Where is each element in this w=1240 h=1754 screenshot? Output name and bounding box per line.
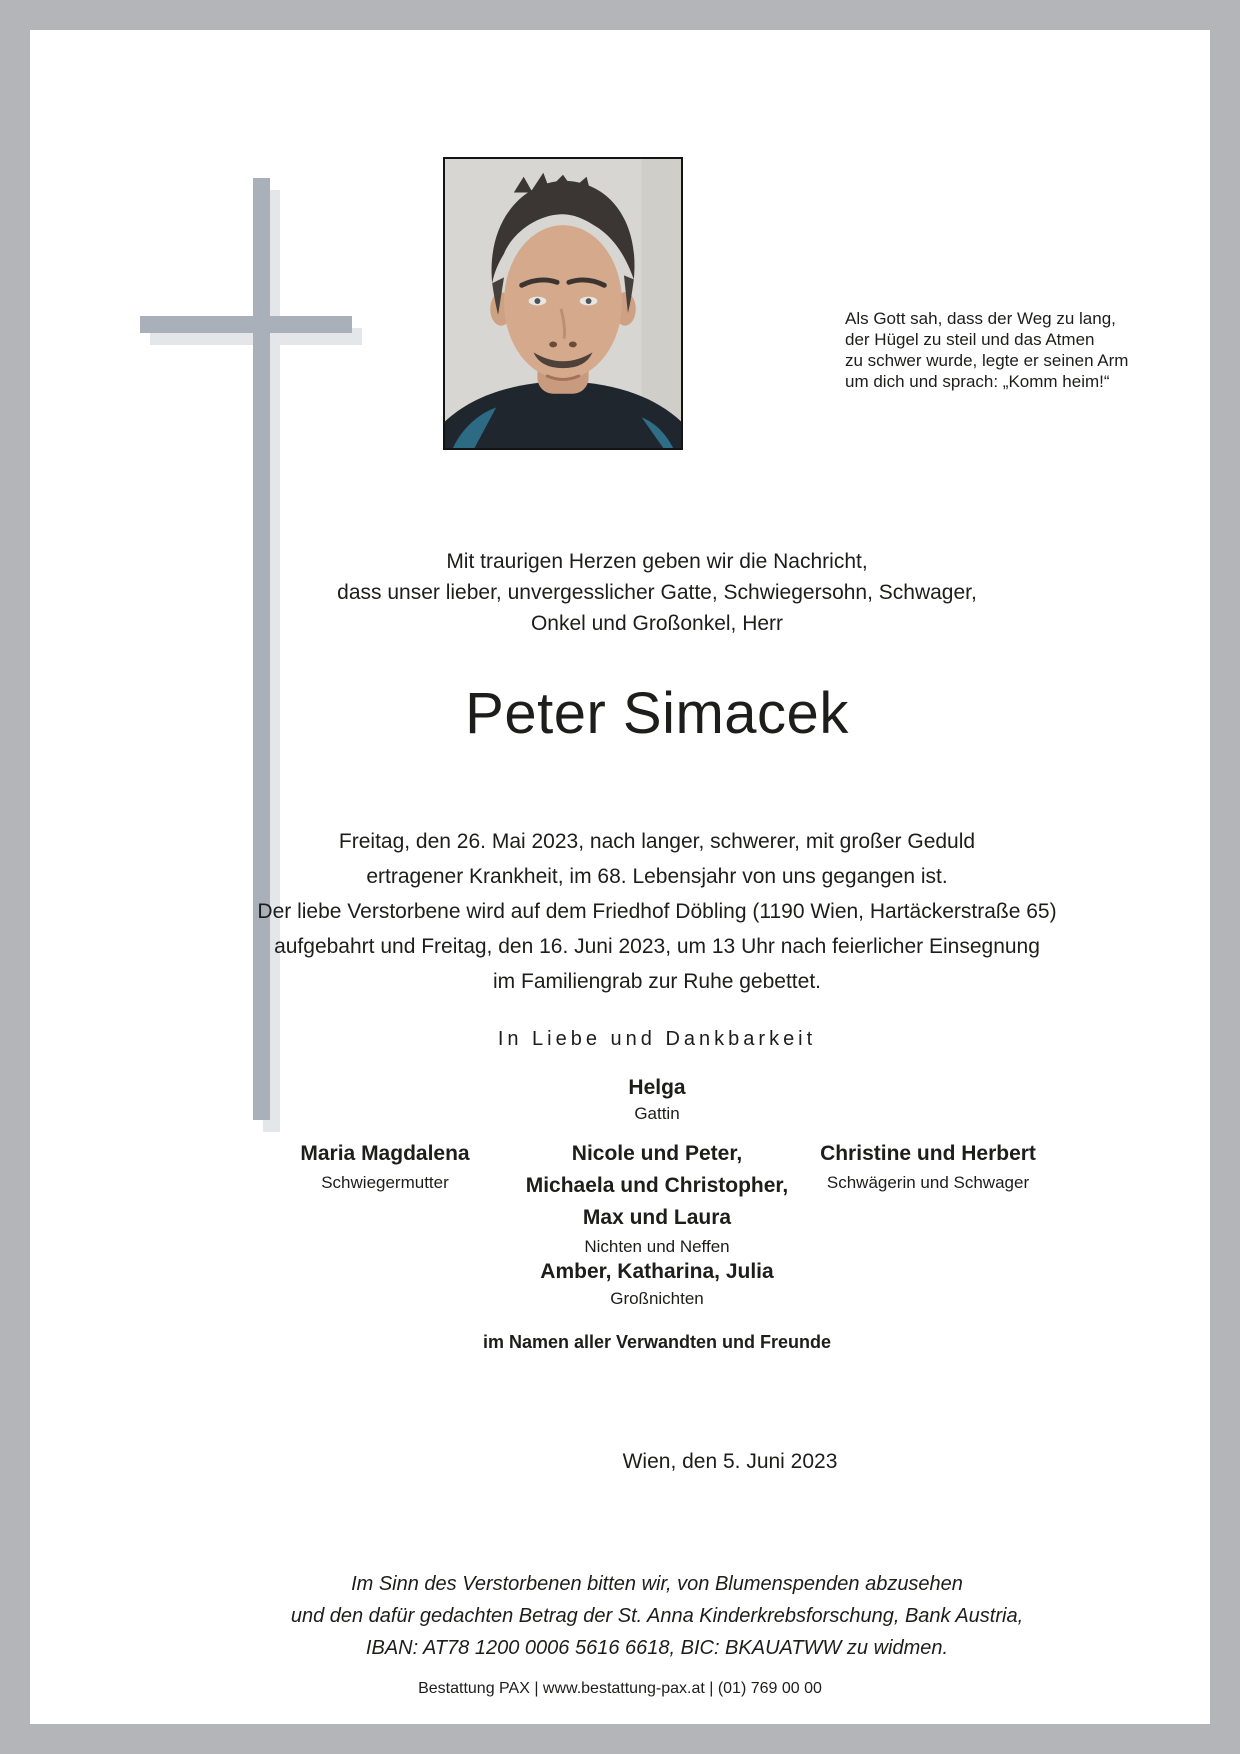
mourner-column-left	[235, 1138, 535, 1193]
mourner-grandnieces	[250, 1260, 1064, 1309]
mourner-relation: Großnichten	[610, 1289, 704, 1308]
quote-line: zu schwer wurde, legte er seinen Arm	[845, 351, 1129, 370]
mourner-column-middle	[507, 1138, 807, 1257]
portrait-photo	[443, 157, 683, 450]
mourner-relation: Schwägerin und Schwager	[826, 1173, 1030, 1192]
announcement-line: dass unser lieber, unvergesslicher Gatte, Schwiegersohn, Schwager,	[337, 581, 977, 604]
mourner-names: Nicole und Peter,	[571, 1142, 743, 1165]
announcement-line: Mit traurigen Herzen geben wir die Nachricht,	[446, 550, 868, 573]
quote-line: um dich und sprach: „Komm heim!“	[845, 372, 1110, 391]
mourner-names: Michaela und Christopher,	[525, 1174, 789, 1197]
memorial-cross-horizontal	[140, 316, 352, 333]
burial-notice-line: Der liebe Verstorbene wird auf dem Friedhof Döbling (1190 Wien, Hartäckerstraße 65)	[257, 900, 1057, 923]
funeral-home-footer: Bestattung PAX | www.bestattung-pax.at | (01) 769 00 00	[418, 1680, 822, 1697]
donation-request	[250, 1568, 1064, 1664]
mourner-names: Christine und Herbert	[820, 1142, 1036, 1165]
portrait-illustration	[445, 159, 681, 448]
burial-notice-line: im Familiengrab zur Ruhe gebettet.	[493, 970, 821, 993]
on-behalf-line: im Namen aller Verwandten und Freunde	[482, 1332, 832, 1352]
burial-notice-line: aufgebahrt und Freitag, den 16. Juni 2023, um 13 Uhr nach feierlicher Einsegnung	[274, 935, 1040, 958]
mourner-relation: Schwiegermutter	[321, 1173, 449, 1192]
mourner-names: Maria Magdalena	[300, 1142, 470, 1165]
burial-notice	[250, 894, 1064, 999]
quote-line: der Hügel zu steil und das Atmen	[845, 330, 1095, 349]
donation-line: Im Sinn des Verstorbenen bitten wir, von Blumenspenden abzusehen	[351, 1573, 963, 1595]
death-notice	[250, 824, 1064, 894]
mourner-column-right	[778, 1138, 1078, 1193]
obituary-paper	[30, 30, 1210, 1724]
memorial-quote	[845, 308, 1145, 392]
mourner-widow-relation: Gattin	[634, 1104, 680, 1123]
mourner-relation: Nichten und Neffen	[584, 1237, 730, 1256]
mourner-names: Amber, Katharina, Julia	[540, 1260, 774, 1283]
death-notice-line: Freitag, den 26. Mai 2023, nach langer, schwerer, mit großer Geduld	[338, 830, 976, 853]
announcement-line: Onkel und Großonkel, Herr	[530, 612, 784, 635]
place-date-line: Wien, den 5. Juni 2023	[622, 1450, 838, 1473]
mourner-widow-name: Helga	[628, 1076, 686, 1099]
donation-line: und den dafür gedachten Betrag der St. Anna Kinderkrebsforschung, Bank Austria,	[290, 1605, 1024, 1627]
deceased-name: Peter Simacek	[465, 681, 849, 746]
mourner-names: Max und Laura	[582, 1206, 732, 1229]
donation-line: IBAN: AT78 1200 0006 5616 6618, BIC: BKAUATWW zu widmen.	[365, 1637, 949, 1659]
gratitude-line: In Liebe und Dankbarkeit	[497, 1028, 817, 1050]
announcement-text	[250, 546, 1064, 639]
death-notice-line: ertragener Krankheit, im 68. Lebensjahr von uns gegangen ist.	[366, 865, 948, 888]
quote-line: Als Gott sah, dass der Weg zu lang,	[845, 309, 1116, 328]
